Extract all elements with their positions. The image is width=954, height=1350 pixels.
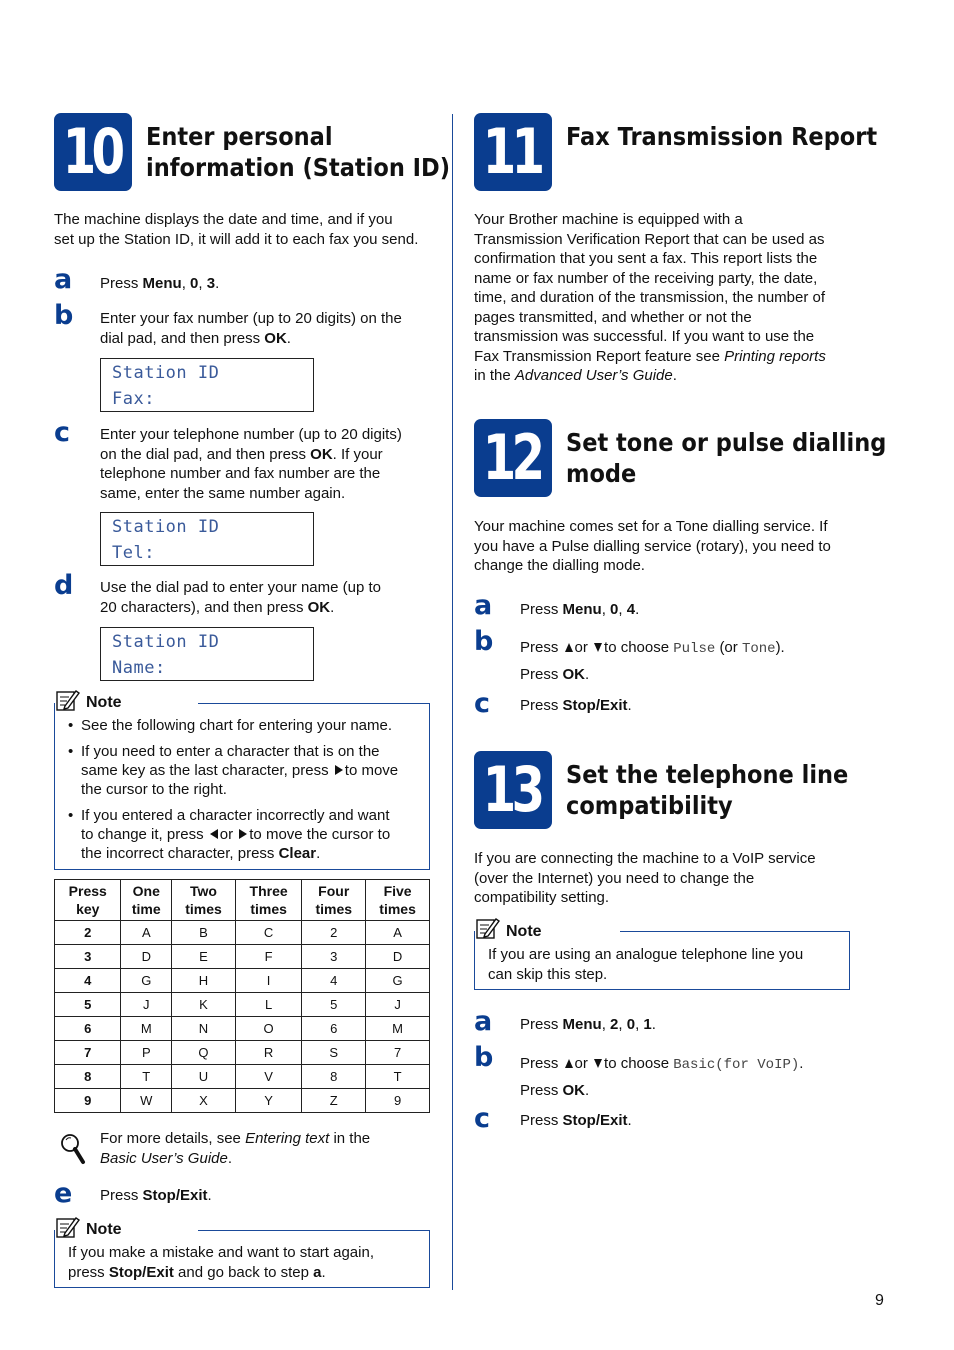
note-3-title: Note: [506, 923, 542, 940]
table-cell: M: [366, 1017, 430, 1041]
table-cell: I: [235, 969, 301, 993]
details-reference: For more details, see Entering text in the Basic User’s Guide.: [100, 1130, 371, 1167]
table-header-text: time: [131, 901, 161, 917]
table-cell: W: [121, 1089, 172, 1113]
down-arrow-icon: [594, 1059, 602, 1068]
step-12-title: Set tone or pulse dialling mode: [566, 428, 887, 488]
table-cell: D: [366, 945, 430, 969]
step-11-title: Fax Transmission Report: [566, 122, 878, 151]
table-key-cell: 7: [55, 1041, 121, 1065]
table-header-text: Two: [190, 883, 217, 899]
table-cell: J: [366, 993, 430, 1017]
step-13-body: If you are connecting the machine to a VoIP service (over the Internet) you need to change the compatibility setting.: [474, 850, 816, 906]
step-10-letter-b: b: [54, 300, 74, 331]
table-cell: U: [172, 1065, 236, 1089]
step-10-d-text: Use the dial pad to enter your name (up to 20 characters), and then press OK.: [100, 579, 382, 616]
table-row: [55, 945, 430, 969]
step-13-c-text: Press Stop/Exit.: [520, 1112, 632, 1129]
table-cell: B: [172, 921, 236, 945]
step-12-letter-a: a: [474, 590, 493, 621]
lcd-station-id-name: Station ID Name:: [100, 627, 314, 681]
table-header-text: Five: [383, 883, 412, 899]
table-cell: T: [121, 1065, 172, 1089]
right-arrow-icon: [335, 765, 343, 775]
up-arrow-icon: [565, 1059, 573, 1068]
table-cell: P: [121, 1041, 172, 1065]
table-header-cell: [172, 880, 236, 921]
step-10-c-text: Enter your telephone number (up to 20 digits) on the dial pad, and then press OK. If your telephone number and fax number are the same, enter the same number again.: [100, 426, 402, 502]
table-cell: L: [235, 993, 301, 1017]
table-key-cell: 2: [55, 921, 121, 945]
step-10-e-text: Press Stop/Exit.: [100, 1187, 212, 1204]
step-10-letter-a: a: [54, 264, 73, 295]
note-3-text: If you are using an analogue telephone line you can skip this step.: [488, 946, 804, 983]
table-cell: G: [121, 969, 172, 993]
table-header-text: One: [132, 883, 160, 899]
note-2-text: If you make a mistake and want to start again, press Stop/Exit and go back to step a.: [68, 1244, 374, 1281]
table-header-row: [55, 880, 430, 921]
table-cell: S: [302, 1041, 366, 1065]
table-cell: 7: [366, 1041, 430, 1065]
step-10-number-badge: 10: [54, 113, 132, 191]
lcd-station-id-fax: Station ID Fax:: [100, 358, 314, 412]
table-cell: J: [121, 993, 172, 1017]
table-header-cell: [302, 880, 366, 921]
step-13-b-text: Press or to choose Basic(for VoIP). Press OK.: [520, 1055, 804, 1099]
table-header-text: key: [76, 901, 100, 917]
table-header-cell: [366, 880, 430, 921]
table-cell: 5: [302, 993, 366, 1017]
table-cell: G: [366, 969, 430, 993]
step-13-a-text: Press Menu, 2, 0, 1.: [520, 1016, 656, 1033]
table-cell: 4: [302, 969, 366, 993]
table-cell: A: [366, 921, 430, 945]
table-cell: D: [121, 945, 172, 969]
table-cell: A: [121, 921, 172, 945]
note-2-title: Note: [86, 1221, 122, 1238]
step-10-a-text: Press Menu, 0, 3.: [100, 275, 220, 292]
down-arrow-icon: [594, 643, 602, 652]
table-cell: E: [172, 945, 236, 969]
up-arrow-icon: [565, 643, 573, 652]
step-10-letter-e: e: [54, 1178, 73, 1209]
step-12-letter-b: b: [474, 626, 494, 657]
step-11-body: Your Brother machine is equipped with a Transmission Verification Report that can be used as confirmation that you sent a fax. This report lists the name or fax number of the receiving party, the date, time, and duration of the transmission, the number of pages transmitted, and whether or not the transmission was successful. If you want to use the Fax Transmission Report feature see Printing reports in the Advanced User’s Guide.: [474, 211, 826, 384]
table-cell: N: [172, 1017, 236, 1041]
table-header-text: times: [379, 901, 416, 917]
table-cell: 3: [302, 945, 366, 969]
step-10-b-text: Enter your fax number (up to 20 digits) on the dial pad, and then press OK.: [100, 310, 402, 347]
table-cell: Y: [235, 1089, 301, 1113]
table-cell: H: [172, 969, 236, 993]
table-cell: T: [366, 1065, 430, 1089]
table-row: [55, 1065, 430, 1089]
step-10-intro: The machine displays the date and time, and if you set up the Station ID, it will add it to each fax you send.: [54, 211, 419, 248]
step-10-letter-d: d: [54, 570, 74, 601]
table-cell: R: [235, 1041, 301, 1065]
table-cell: K: [172, 993, 236, 1017]
step-10-title: Enter personal information (Station ID): [146, 122, 451, 182]
table-header-text: times: [185, 901, 222, 917]
table-key-cell: 8: [55, 1065, 121, 1089]
table-header-text: times: [315, 901, 353, 917]
step-13-letter-a: a: [474, 1006, 493, 1037]
step-13-letter-c: c: [474, 1103, 491, 1134]
step-12-b-text: Press or to choose Pulse (or Tone). Press OK.: [520, 639, 785, 683]
step-12-body: Your machine comes set for a Tone dialling service. If you have a Pulse dialling service (rotary), you need to change the dialling mode.: [474, 518, 831, 574]
table-row: [55, 1017, 430, 1041]
table-cell: M: [121, 1017, 172, 1041]
table-header-text: Three: [249, 883, 288, 899]
table-key-cell: 5: [55, 993, 121, 1017]
right-arrow-icon: [239, 829, 247, 839]
left-arrow-icon: [210, 829, 218, 839]
table-cell: Q: [172, 1041, 236, 1065]
step-12-c-text: Press Stop/Exit.: [520, 697, 632, 714]
step-13-letter-b: b: [474, 1042, 494, 1073]
note-1-bullets: [67, 716, 427, 870]
column-divider: [452, 114, 453, 1290]
magnifier-icon: [60, 1133, 86, 1165]
table-row: [55, 1089, 430, 1113]
table-cell: 9: [366, 1089, 430, 1113]
table-row: [55, 993, 430, 1017]
step-12-number-badge: 12: [474, 419, 552, 497]
table-header-cell: [235, 880, 301, 921]
table-header-text: Press: [68, 883, 107, 899]
table-cell: Z: [302, 1089, 366, 1113]
table-cell: X: [172, 1089, 236, 1113]
table-key-cell: 4: [55, 969, 121, 993]
table-key-cell: 9: [55, 1089, 121, 1113]
step-12-a-text: Press Menu, 0, 4.: [520, 601, 640, 618]
table-cell: O: [235, 1017, 301, 1041]
table-cell: 2: [302, 921, 366, 945]
table-header-cell: [55, 880, 121, 921]
table-cell: 6: [302, 1017, 366, 1041]
table-header-cell: [121, 880, 172, 921]
table-cell: F: [235, 945, 301, 969]
step-13-title: Set the telephone line compatibility: [566, 760, 849, 820]
table-cell: 8: [302, 1065, 366, 1089]
note-1-bullet-2: • If you need to enter a character that is on the same key as the last character, press to move the cursor to the right.: [67, 742, 427, 799]
step-12-letter-c: c: [474, 688, 491, 719]
table-header-text: times: [250, 901, 287, 917]
table-header-text: Four: [318, 883, 350, 899]
step-11-number-badge: 11: [474, 113, 552, 191]
table-cell: C: [235, 921, 301, 945]
note-1-title: Note: [86, 694, 122, 711]
step-13-number-badge: 13: [474, 751, 552, 829]
table-key-cell: 3: [55, 945, 121, 969]
table-row: [55, 969, 430, 993]
table-key-cell: 6: [55, 1017, 121, 1041]
character-entry-table: [54, 879, 430, 1113]
lcd-station-id-tel: Station ID Tel:: [100, 512, 314, 566]
page-number: 9: [875, 1292, 884, 1309]
note-1-bullet-3: • If you entered a character incorrectly and want to change it, press or to move the cursor to the incorrect character, press Clear.: [67, 806, 427, 863]
table-row: [55, 921, 430, 945]
step-10-letter-c: c: [54, 417, 71, 448]
table-cell: V: [235, 1065, 301, 1089]
table-row: [55, 1041, 430, 1065]
note-1-bullet-1: • See the following chart for entering your name.: [67, 716, 427, 735]
